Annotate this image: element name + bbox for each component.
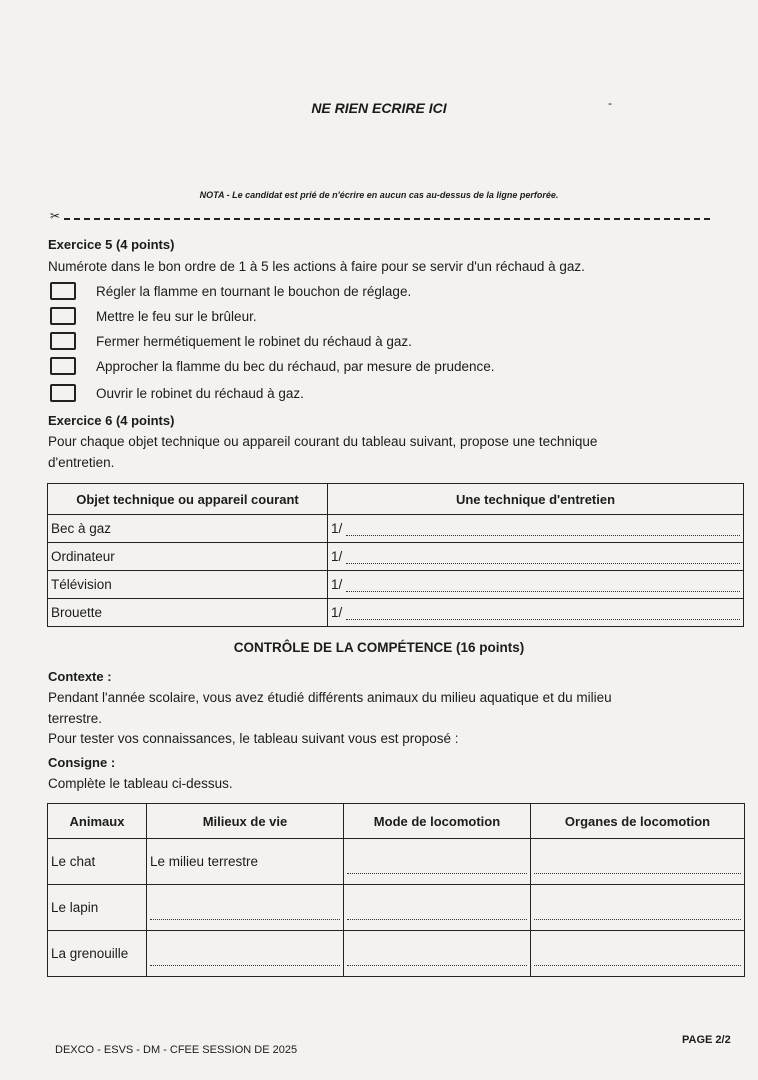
contexte-text-cont: terrestre. — [48, 711, 103, 726]
table-row — [48, 543, 744, 571]
ex5-item — [50, 331, 412, 351]
order-box[interactable] — [50, 384, 76, 402]
answer-line[interactable] — [346, 525, 740, 536]
consigne-text: Complète le tableau ci-dessus. — [48, 776, 233, 791]
animal-cell: La grenouille — [48, 931, 147, 977]
animals-table — [47, 803, 745, 977]
contexte-label: Contexte : — [48, 669, 112, 684]
table-row — [48, 885, 745, 931]
locomotion-mode-cell[interactable] — [344, 931, 531, 977]
answer-line[interactable] — [534, 913, 741, 920]
competence-title: CONTRÔLE DE LA COMPÉTENCE (16 points) — [233, 640, 525, 655]
answer-line[interactable] — [534, 867, 741, 874]
order-box[interactable] — [50, 282, 76, 300]
contexte-text: Pendant l'année scolaire, vous avez étudié différents animaux du milieu aquatique et du milieu — [48, 690, 612, 705]
answer-prefix: 1/ — [331, 605, 343, 620]
locomotion-organs-cell[interactable] — [531, 885, 745, 931]
milieu-cell[interactable] — [147, 931, 344, 977]
order-box[interactable] — [50, 357, 76, 375]
ex5-item-label: Fermer hermétiquement le robinet du réchaud à gaz. — [96, 333, 412, 349]
exercise-5-instruction: Numérote dans le bon ordre de 1 à 5 les actions à faire pour se servir d'un réchaud à gaz. — [48, 259, 585, 274]
answer-line[interactable] — [150, 959, 340, 966]
animal-cell: Le chat — [48, 839, 147, 885]
order-box[interactable] — [50, 332, 76, 350]
answer-line[interactable] — [347, 913, 527, 920]
answer-line[interactable] — [346, 553, 740, 564]
exercise-6-title: Exercice 6 (4 points) — [48, 413, 175, 428]
column-header: Milieux de vie — [147, 804, 344, 839]
answer-prefix: 1/ — [331, 549, 343, 564]
ex5-item-label: Mettre le feu sur le brûleur. — [96, 308, 257, 324]
consigne-label: Consigne : — [48, 755, 116, 770]
table-row — [48, 515, 744, 543]
answer-cell[interactable] — [328, 571, 744, 599]
page-header-title: NE RIEN ECRIRE ICI — [311, 100, 447, 116]
object-cell: Ordinateur — [48, 543, 328, 571]
table-row — [48, 839, 745, 885]
exercise-6-instruction: Pour chaque objet technique ou appareil courant du tableau suivant, propose une technique — [48, 434, 598, 449]
scissors-icon: ✂ — [50, 209, 61, 223]
column-header: Organes de locomotion — [531, 804, 745, 839]
ex5-item-label: Approcher la flamme du bec du réchaud, par mesure de prudence. — [96, 358, 495, 374]
answer-cell[interactable] — [328, 543, 744, 571]
header-mark: - — [608, 96, 612, 110]
table-row — [48, 931, 745, 977]
maintenance-table — [47, 483, 744, 627]
column-header: Animaux — [48, 804, 147, 839]
table-row — [48, 599, 744, 627]
nota-text: NOTA - Le candidat est prié de n'écrire en aucun cas au-dessus de la ligne perforée. — [199, 190, 559, 200]
locomotion-organs-cell[interactable] — [531, 839, 745, 885]
answer-prefix: 1/ — [331, 521, 343, 536]
answer-line[interactable] — [150, 913, 340, 920]
locomotion-organs-cell[interactable] — [531, 931, 745, 977]
dashed-line — [64, 218, 710, 220]
column-header: Une technique d'entretien — [328, 484, 744, 515]
animal-cell: Le lapin — [48, 885, 147, 931]
answer-cell[interactable] — [328, 599, 744, 627]
column-header: Objet technique ou appareil courant — [48, 484, 328, 515]
column-header: Mode de locomotion — [344, 804, 531, 839]
answer-line[interactable] — [347, 959, 527, 966]
footer-exam-code: DEXCO - ESVS - DM - CFEE SESSION DE 2025 — [55, 1044, 298, 1056]
order-box[interactable] — [50, 307, 76, 325]
object-cell: Bec à gaz — [48, 515, 328, 543]
perforated-line — [50, 211, 710, 225]
table-row — [48, 571, 744, 599]
object-cell: Télévision — [48, 571, 328, 599]
answer-line[interactable] — [346, 581, 740, 592]
contexte-text-2: Pour tester vos connaissances, le tableau suivant vous est proposé : — [48, 731, 459, 746]
answer-prefix: 1/ — [331, 577, 343, 592]
ex5-item-label: Ouvrir le robinet du réchaud à gaz. — [96, 385, 304, 401]
ex5-item — [50, 356, 494, 376]
locomotion-mode-cell[interactable] — [344, 839, 531, 885]
milieu-cell: Le milieu terrestre — [147, 839, 344, 885]
answer-cell[interactable] — [328, 515, 744, 543]
object-cell: Brouette — [48, 599, 328, 627]
ex5-item-label: Régler la flamme en tournant le bouchon de réglage. — [96, 283, 412, 299]
answer-line[interactable] — [346, 609, 740, 620]
exercise-5-title: Exercice 5 (4 points) — [48, 237, 175, 252]
ex5-item — [50, 383, 304, 403]
exercise-6-instruction-cont: d'entretien. — [48, 455, 115, 470]
answer-line[interactable] — [347, 867, 527, 874]
milieu-cell[interactable] — [147, 885, 344, 931]
ex5-item — [50, 306, 257, 326]
footer-page-number: PAGE 2/2 — [682, 1034, 731, 1046]
answer-line[interactable] — [534, 959, 741, 966]
locomotion-mode-cell[interactable] — [344, 885, 531, 931]
ex5-item — [50, 281, 411, 301]
